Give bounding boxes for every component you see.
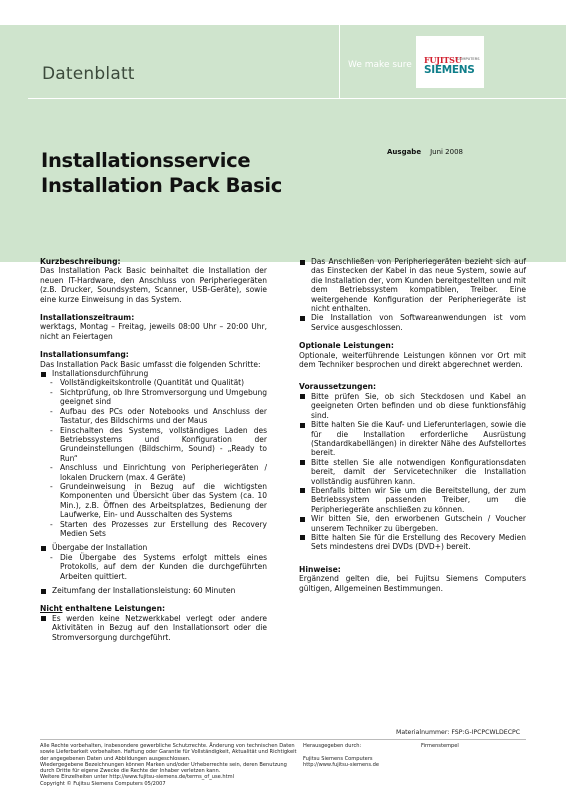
publisher-name: Fujitsu Siemens Computers [303, 755, 373, 762]
list-item: - Einschalten des Systems, vollständiges Laden des Betriebssystems und Konfiguration der Grundeinstellungen (Bildschirm, Sound) - „Ready to Run“ [40, 426, 267, 464]
doc-type-label: Datenblatt [42, 64, 135, 84]
list-item: - Starten des Prozesses zur Erstellung des Recovery Medien Sets [40, 520, 267, 539]
legal-line: sowie Lieferbarkeit vorbehalten. Haftung oder Garantie für Vollständigkeit, Aktualität und Richtigkeit [40, 749, 297, 756]
left-column [40, 257, 267, 642]
heading-nicht-rest: enthaltene Leistungen: [62, 604, 166, 614]
edition-date: Juni 2008 [430, 148, 463, 156]
legal-line: Copyright © Fujitsu Siemens Computers 05/2007 [40, 780, 166, 787]
logo-fujitsu-text: FUJITSU [424, 55, 462, 65]
footer-divider [40, 739, 526, 740]
edition-info [387, 148, 463, 156]
logo-siemens-text: SIEMENS [424, 64, 475, 76]
legal-notice [40, 743, 298, 787]
heading-voraussetzungen: Voraussetzungen: [299, 382, 377, 392]
header-divider [28, 98, 566, 99]
publisher-label: Herausgegeben durch: [303, 743, 362, 749]
list-item: - Grundeinweisung in Bezug auf die wichtigsten Komponenten und Übersicht über das System (ca. 10 Min.), z.B. Öffnen des Arbeitsplatzes, Bedienung der Laufwerke, Ein- und Ausschalten des Systems [40, 482, 267, 520]
text-optionale-leistungen: Optionale, weiterführende Leistungen können vor Ort mit dem Techniker besprochen und direkt abgerechnet werden. [299, 350, 526, 370]
page-title-line2: Installation Pack Basic [41, 174, 283, 197]
company-stamp-label: Firmenstempel [421, 743, 459, 749]
list-item: - Aufbau des PCs oder Notebooks und Anschluss der Tastatur, des Bildschirms und der Maus [40, 407, 267, 426]
heading-nicht-word: Nicht [40, 604, 63, 614]
list-item: Bitte prüfen Sie, ob sich Steckdosen und Kabel an geeigneten Orten befinden und ob diese funktionsfähig sind. [299, 392, 526, 420]
bullet-peripherie: Das Anschließen von Peripheriegeräten bezieht sich auf das Einstecken der Kabel in das neue System, sowie auf die Installation der, vom Kunden bereitgestellten und mit dem Betriebssystem kompatiblen, Treiber. Eine weitergehende Konfiguration der Peripheriegeräte ist nicht enthalten. [299, 257, 526, 313]
text-installationszeitraum: werktags, Montag – Freitag, jeweils 08:00 Uhr – 20:00 Uhr, nicht an Feiertagen [40, 322, 267, 341]
bullet-software: Die Installation von Softwareanwendungen ist vom Service ausgeschlossen. [299, 313, 526, 332]
heading-optionale-leistungen: Optionale Leistungen: [299, 341, 394, 351]
legal-line: durch Dritte für eigene Zwecke die Rechte der Inhaber verletzen kann. [40, 768, 221, 775]
list-item: Bitte halten Sie für die Erstellung des Recovery Medien Sets mindestens drei DVDs (DVD+) bereit. [299, 533, 526, 552]
bullet-netzwerkkabel: Es werden keine Netzwerkkabel verlegt oder andere Aktivitäten in Bezug auf den Installationsort oder die Stromversorgung durchgeführt. [40, 614, 267, 642]
bullet-installationsdurchfuehrung: Installationsdurchführung [40, 369, 267, 378]
heading-nicht-enthalten [40, 604, 267, 613]
list-item: Wir bitten Sie, den erworbenen Gutschein / Voucher unserem Techniker zu übergeben. [299, 514, 526, 533]
edition-label: Ausgabe [387, 148, 422, 156]
text-installationsumfang: Das Installation Pack Basic umfasst die folgenden Schritte: [40, 359, 261, 369]
list-item: Bitte stellen Sie alle notwendigen Konfigurationsdaten bereit, damit der Servicetechniker die Installation vollständig ausführen kann. [299, 458, 526, 486]
heading-installationsumfang: Installationsumfang: [40, 350, 129, 360]
legal-line: Alle Rechte vorbehalten, insbesondere gewerbliche Schutzrechte. Änderung von technischen Daten [40, 743, 295, 749]
text-kurzbeschreibung: Das Installation Pack Basic beinhaltet die Installation der neuen IT-Hardware, den Anschluss von Peripheriegeräten (z.B. Drucker, Soundsystem, Scanner, USB-Geräte), sowie eine kurze Einweisung in das System. [40, 266, 267, 304]
heading-installationszeitraum: Installationszeitraum: [40, 313, 135, 323]
page-title-line1: Installationsservice [41, 149, 251, 172]
legal-line: Wiedergegebene Bezeichnungen können Marken und/oder Urheberrechte sein, deren Benutzung [40, 761, 287, 768]
material-number: Materialnummer: FSP:G-IPCPCWLDECPC [396, 729, 521, 736]
bullet-zeitumfang: Zeitumfang der Installationsleistung: 60 Minuten [40, 586, 267, 595]
heading-hinweise: Hinweise: [299, 564, 341, 574]
list-item: - Vollständigkeitskontrolle (Quantität und Qualität) [40, 378, 267, 387]
legal-line: Weitere Einzelheiten unter http://www.fujitsu-siemens.de/terms_of_use.html [40, 774, 234, 781]
list-item: Bitte halten Sie die Kauf- und Lieferunterlagen, sowie die für die Installation erforderliche Ausrüstung (Standardkabellängen) in direkter Nähe des Aufstellortes bereit. [299, 420, 526, 458]
legal-line: der angegebenen Daten und Abbildungen ausgeschlossen. [40, 755, 191, 762]
right-column [299, 257, 526, 593]
list-item: - Die Übergabe des Systems erfolgt mittels eines Protokolls, auf dem der Kunden die durchgeführten Arbeiten quittiert. [40, 553, 267, 581]
list-item: - Anschluss und Einrichtung von Peripheriegeräten / lokalen Druckern (max. 4 Geräte) [40, 463, 267, 482]
logo-computers-text: COMPUTERS [457, 57, 480, 61]
publisher-url: http://www.fujitsu-siemens.de [303, 761, 379, 768]
text-hinweise: Ergänzend gelten die, bei Fujitsu Siemens Computers gültigen, Allgemeinen Bestimmungen. [299, 574, 526, 593]
heading-kurzbeschreibung: Kurzbeschreibung: [40, 257, 121, 266]
bullet-uebergabe: Übergabe der Installation [40, 543, 267, 552]
list-item: - Sichtprüfung, ob Ihre Stromversorgung und Umgebung geeignet sind [40, 388, 267, 407]
list-item: Ebenfalls bitten wir Sie um die Bereitstellung, der zum Betriebssystem passenden Treiber, um die Peripheriegeräte anschließen zu können. [299, 486, 526, 514]
publisher-info [303, 743, 413, 768]
slogan: We make sure [348, 60, 412, 70]
